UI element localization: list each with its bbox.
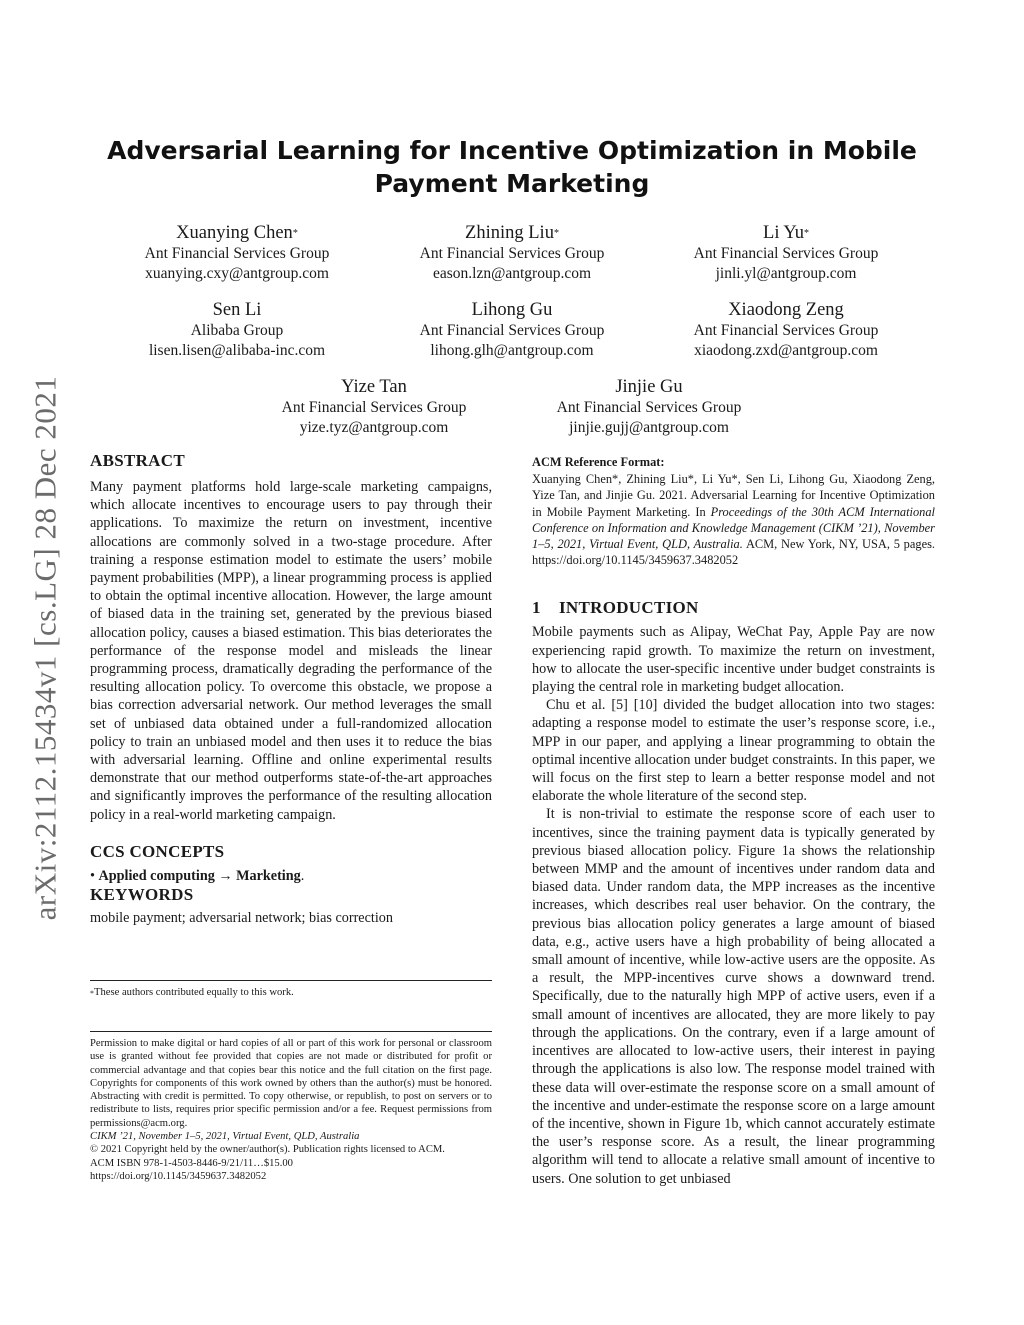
- permission-divider: [90, 1031, 492, 1032]
- author-block: [372, 299, 652, 361]
- author-block: [97, 222, 377, 284]
- author-name: Li Yu: [763, 223, 804, 243]
- author-email[interactable]: yize.tyz@antgroup.com: [299, 419, 449, 436]
- ccs-concept: Applied computing: [98, 867, 215, 884]
- isbn-line: ACM ISBN 978-1-4503-8446-9/21/11…$15.00: [90, 1157, 293, 1169]
- author-email[interactable]: jinli.yl@antgroup.com: [715, 265, 857, 282]
- author-affiliation: Ant Financial Services Group: [693, 322, 879, 339]
- author-block: [372, 222, 652, 284]
- acm-reference-text: [532, 471, 935, 568]
- author-name: Yize Tan: [341, 377, 407, 397]
- doi-link[interactable]: https://doi.org/10.1145/3459637.3482052: [90, 1170, 267, 1182]
- permission-block: [90, 1037, 492, 1183]
- ccs-bullet: •: [90, 867, 95, 884]
- footnote-mark: *: [90, 989, 94, 998]
- author-block: [646, 299, 926, 361]
- arxiv-watermark: [18, 350, 72, 945]
- author-email[interactable]: jinjie.gujj@antgroup.com: [569, 419, 729, 436]
- permission-text: Permission to make digital or hard copies of all or part of this work for personal or classroom use is granted without fee provided that copies are not made or distributed for profit or commercial advantage and that copies bear this notice and the full citation on the first page. Copyrights for components of this work owned by others than the author(s) must be honored. Abstracting with credit is permitted. To copy otherwise, or republish, to post on servers or to redistribute to lists, requires prior specific permission and/or a fee. Request permissions from permissions@acm.org.: [90, 1038, 492, 1129]
- footnote-divider: [90, 980, 492, 981]
- ccs-concept-line: [90, 867, 492, 885]
- footnote-text: These authors contributed equally to this work.: [94, 987, 294, 998]
- author-block: [509, 376, 789, 438]
- equal-contribution-mark: *: [292, 228, 298, 239]
- paper-title: [100, 134, 924, 200]
- right-column: [532, 454, 935, 1188]
- author-affiliation: Ant Financial Services Group: [556, 399, 742, 416]
- keywords-text: mobile payment; adversarial network; bias correction: [90, 910, 393, 927]
- keywords-heading: KEYWORDS: [90, 885, 194, 905]
- title-line-2: Payment Marketing: [374, 169, 650, 198]
- intro-paragraph: It is non-trivial to estimate the response score of each user to incentives, since the training payment data is typically generated by previous biased allocation policy. Figure 1a shows the relationship between MMP and the amount of incentives under random data and biased data. Under random data, the MPP increases as the incentive increases, which describes real user behavior. On the contrary, the previous bias allocation policy generates a large amount of biased data, e.g., active users have a high probability of being allocated a small amount of incentive, while low-active users are the opposite. As a result, the MPP-incentives curve shows a downward trend. Specifically, due to the naturally high MPP of active users, even if a small amount of incentives are allocated, they are more likely to pay through the applications. On the contrary, even if a large amount of incentives are allocated to low-active users, their interest in paying through the applications is also low. The response model trained with these data will over-estimate the response score on a small amount of the incentive and under-estimate the response score on a large amount of the incentive, shown in Figure 1b, which cannot accurately estimate the user’s response score. As a result, the linear programming algorithm will tend to allocate a relative small amount of incentive to users. One solution to get unbiased: [532, 806, 935, 1187]
- left-column: [90, 451, 492, 927]
- acm-reference-proceedings: Proceedings of the 30th ACM International Conference on Information and Knowledge Management (CIKM ’21), November 1–5, 2021, Virtual Event, QLD, Australia.: [532, 504, 936, 552]
- acm-reference-authors: Xuanying Chen*, Zhining Liu*, Li Yu*, Sen Li, Lihong Gu, Xiaodong Zeng, Yize Tan, and Jinjie Gu. 2021. Adversarial Learning for Incentive Optimization in Mobile Payment Marketing. In: [532, 472, 935, 519]
- abstract-text: Many payment platforms hold large-scale marketing campaigns, which allocate incentives to encourage users to pay through their applications. To maximize the return on investment, incentive allocations are commonly solved in a two-stage procedure. After training a response estimation model to estimate the users’ mobile payment probabilities (MPP), a linear programming process is applied to obtain the optimal incentive allocation. However, the large amount of biased data in the training set, generated by the previous biased allocation policy, causes a biased estimation. This bias deteriorates the performance of the response model and misleads the linear programming process, dramatically degrading the performance of the resulting allocation policy. To overcome this obstacle, we propose a bias correction adversarial network. Our method leverages the small set of unbiased data obtained under a full-randomized allocation policy to train an unbiased model and then uses it to reduce the bias with adversarial learning. Offline and online experimental results demonstrate that our method outperforms state-of-the-art approaches and significantly improves the performance of the resulting allocation policy in a real-world marketing campaign.: [90, 479, 492, 823]
- intro-paragraph: Chu et al. [5] [10] divided the budget allocation into two stages: adapting a response model to estimate the user’s response score, i.e., MPP in our paper, and applying a linear programming to obtain the optimal incentive allocation under budget constraints. In this paper, we will focus on the first step to learn a better response model and not elaborate the whole literature of the second step.: [532, 697, 935, 805]
- introduction-heading: 1 INTRODUCTION: [532, 598, 699, 618]
- author-name: Jinjie Gu: [615, 377, 683, 397]
- copyright-line: © 2021 Copyright held by the owner/author(s). Publication rights licensed to ACM.: [90, 1144, 445, 1156]
- author-affiliation: Alibaba Group: [190, 322, 284, 339]
- author-email[interactable]: lisen.lisen@alibaba-inc.com: [148, 342, 326, 359]
- author-affiliation: Ant Financial Services Group: [144, 245, 330, 262]
- author-name: Zhining Liu: [465, 223, 554, 243]
- acm-reference-heading: ACM Reference Format:: [532, 455, 665, 469]
- author-email[interactable]: eason.lzn@antgroup.com: [432, 265, 592, 282]
- venue-line: CIKM ’21, November 1–5, 2021, Virtual Event, QLD, Australia: [90, 1131, 360, 1143]
- abstract-heading: ABSTRACT: [90, 451, 185, 470]
- right-arrow-icon: →: [218, 867, 233, 884]
- author-name: Xiaodong Zeng: [728, 300, 844, 320]
- footnote: [90, 986, 492, 999]
- author-block: [646, 222, 926, 284]
- author-name: Xuanying Chen: [176, 223, 293, 243]
- author-block: [97, 299, 377, 361]
- author-affiliation: Ant Financial Services Group: [419, 322, 605, 339]
- equal-contribution-mark: *: [553, 228, 559, 239]
- arxiv-watermark-text: arXiv:2112.15434v1 [cs.LG] 28 Dec 2021: [27, 375, 62, 920]
- author-email[interactable]: xiaodong.zxd@antgroup.com: [694, 342, 878, 359]
- equal-contribution-mark: *: [803, 228, 809, 239]
- intro-paragraph: Mobile payments such as Alipay, WeChat Pay, Apple Pay are now experiencing rapid growth. To maximize the return on investment, how to allocate the user-specific incentive under budget constraints is playing the central role in marketing budget allocation.: [532, 624, 935, 696]
- author-email[interactable]: xuanying.cxy@antgroup.com: [145, 265, 329, 282]
- author-name: Sen Li: [212, 300, 262, 320]
- author-name: Lihong Gu: [471, 300, 553, 320]
- author-affiliation: Ant Financial Services Group: [693, 245, 879, 262]
- author-email[interactable]: lihong.glh@antgroup.com: [430, 342, 594, 359]
- author-block: [234, 376, 514, 438]
- acm-reference-tail: ACM, New York, NY, USA, 5 pages. https://doi.org/10.1145/3459637.3482052: [532, 537, 935, 568]
- title-line-1: Adversarial Learning for Incentive Optimization in Mobile: [107, 136, 917, 165]
- ccs-period: .: [300, 867, 305, 884]
- author-affiliation: Ant Financial Services Group: [419, 245, 605, 262]
- ccs-subconcept: Marketing: [236, 867, 301, 884]
- author-affiliation: Ant Financial Services Group: [281, 399, 467, 416]
- ccs-heading: CCS CONCEPTS: [90, 841, 225, 861]
